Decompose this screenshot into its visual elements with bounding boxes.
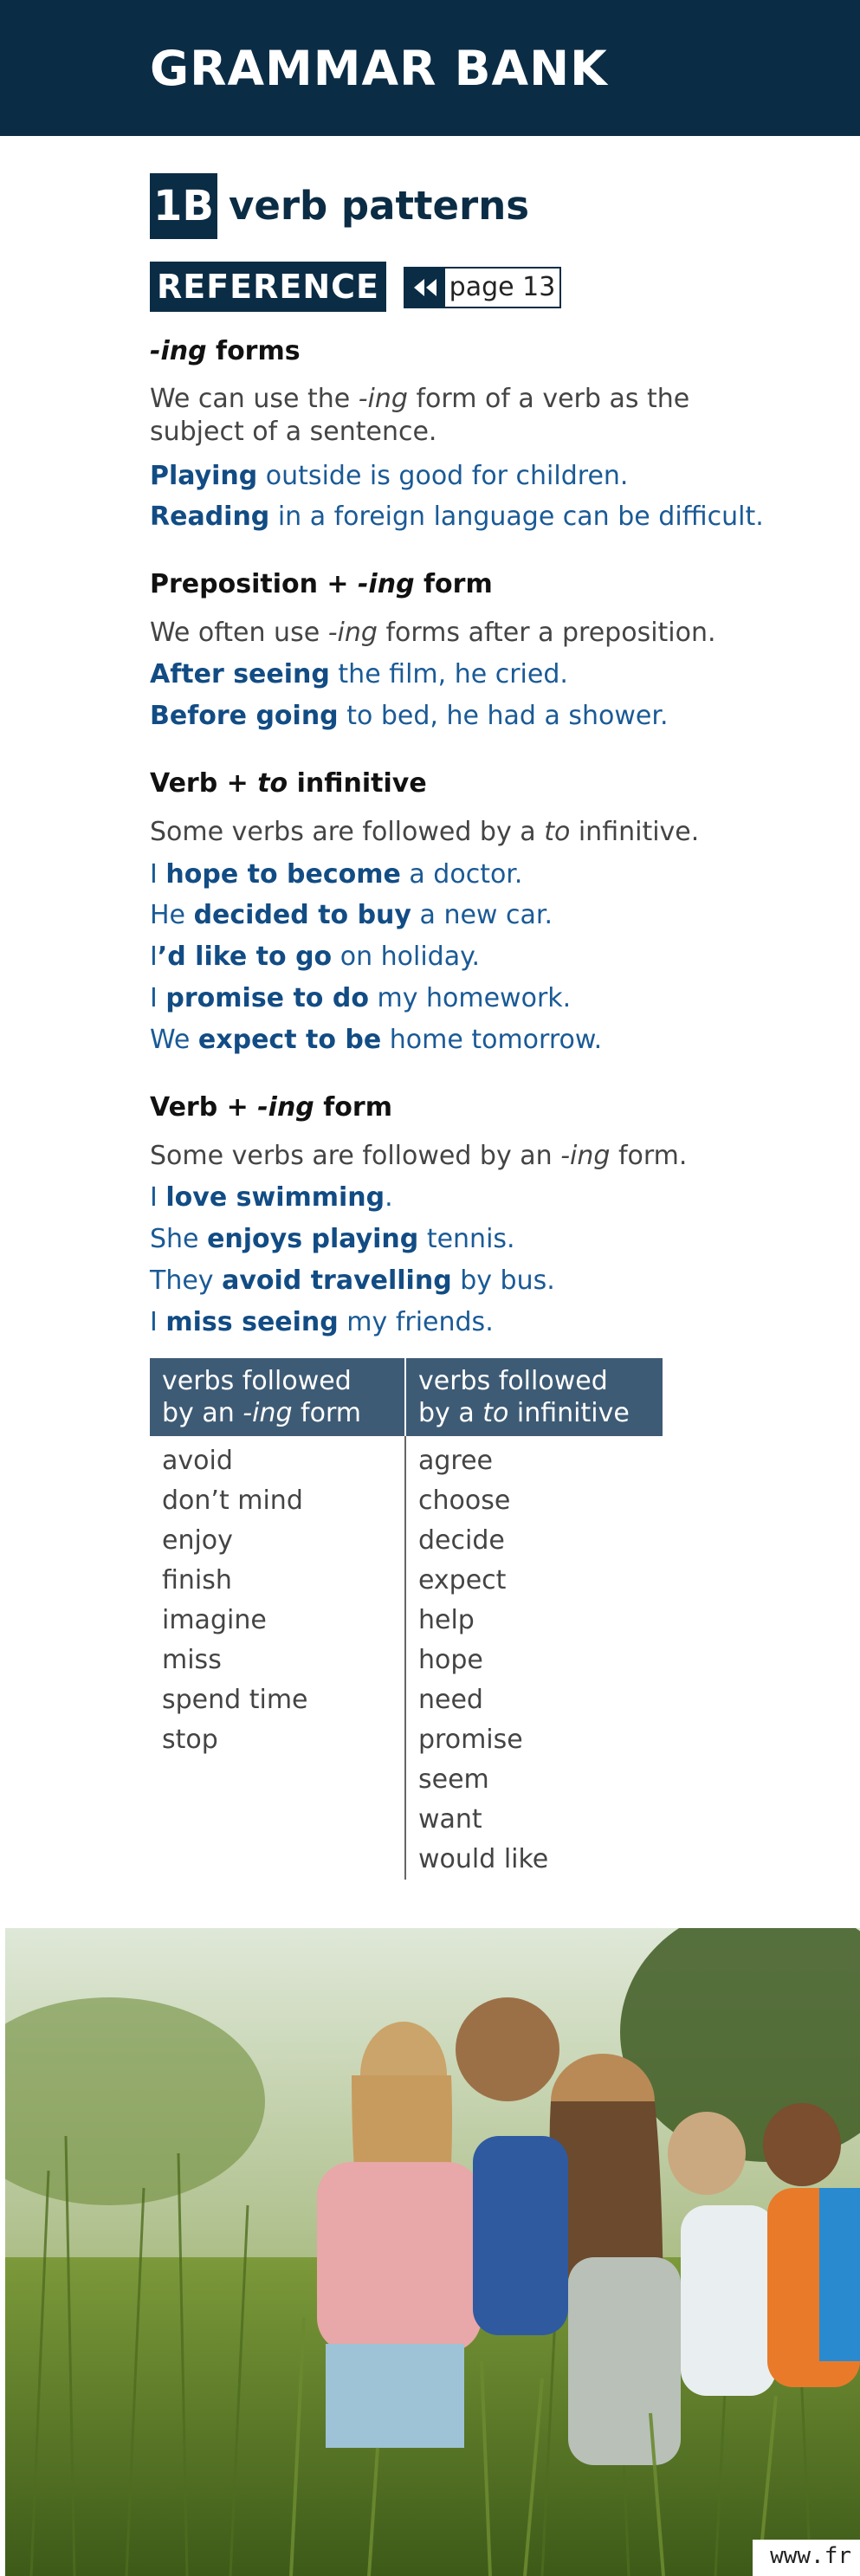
example-sentence: They avoid travelling by bus.: [150, 1265, 555, 1296]
column-ing-verbs: [150, 1436, 406, 1880]
section-heading-preposition-ing: Preposition + -ing form: [150, 569, 493, 599]
table-cell: seem: [418, 1764, 489, 1795]
example-sentence: Before going to bed, he had a shower.: [150, 701, 669, 731]
example-sentence: She enjoys playing tennis.: [150, 1224, 515, 1254]
table-cell: hope: [418, 1645, 483, 1675]
table-cell: don’t mind: [162, 1485, 303, 1516]
table-cell: stop: [162, 1725, 218, 1755]
table-cell: decide: [418, 1525, 505, 1556]
section-heading-verb-ing-form: Verb + -ing form: [150, 1092, 392, 1123]
column-header-to-infinitive: verbs followed by a to infinitive: [418, 1366, 630, 1428]
page-header: [0, 0, 860, 136]
example-sentence: I love swimming.: [150, 1182, 393, 1213]
table-body: [150, 1436, 663, 1880]
rewind-icon: [405, 269, 445, 307]
table-cell: choose: [418, 1485, 511, 1516]
table-cell: want: [418, 1804, 482, 1835]
example-sentence: He decided to buy a new car.: [150, 900, 553, 930]
example-sentence: I miss seeing my friends.: [150, 1307, 494, 1337]
section-intro: Some verbs are followed by a to infinitive.: [150, 817, 700, 847]
meadow-illustration: [5, 1928, 860, 2576]
table-header: [150, 1358, 663, 1436]
example-sentence: We expect to be home tomorrow.: [150, 1025, 603, 1055]
table-cell: enjoy: [162, 1525, 233, 1556]
table-cell: imagine: [162, 1605, 267, 1635]
table-cell: spend time: [162, 1685, 308, 1715]
example-sentence: Playing outside is good for children.: [150, 461, 629, 491]
table-cell: avoid: [162, 1446, 233, 1476]
example-sentence: I promise to do my homework.: [150, 983, 572, 1013]
unit-title: verb patterns: [229, 183, 530, 229]
section-intro: We often use -ing forms after a preposition.: [150, 618, 716, 648]
example-sentence: Reading in a foreign language can be difficult.: [150, 502, 764, 532]
example-sentence: I hope to become a doctor.: [150, 859, 523, 890]
section-intro: We can use the -ing form of a verb as the subject of a sentence.: [150, 384, 690, 447]
watermark: www.fr: [753, 2540, 860, 2576]
reference-badge: REFERENCE: [150, 262, 386, 312]
example-sentence: I’d like to go on holiday.: [150, 942, 481, 972]
table-cell: miss: [162, 1645, 222, 1675]
column-to-infinitive-verbs: [404, 1436, 661, 1880]
table-cell: agree: [418, 1446, 494, 1476]
table-cell: would like: [418, 1844, 549, 1874]
section-heading-ing-forms: -ing forms: [150, 336, 301, 366]
table-cell: help: [418, 1605, 475, 1635]
unit-code-badge: 1B: [150, 173, 217, 239]
table-cell: expect: [418, 1565, 507, 1595]
page-reference-label: page 13: [449, 272, 556, 302]
photo-children-in-meadow: [5, 1928, 860, 2576]
table-cell: need: [418, 1685, 483, 1715]
section-heading-verb-to-infinitive: Verb + to infinitive: [150, 768, 427, 799]
example-sentence: After seeing the film, he cried.: [150, 659, 568, 689]
page-title: GRAMMAR BANK: [150, 41, 608, 96]
verb-patterns-table: [150, 1358, 663, 1880]
table-cell: finish: [162, 1565, 232, 1595]
section-intro: Some verbs are followed by an -ing form.: [150, 1141, 688, 1171]
column-header-ing: verbs followed by an -ing form: [150, 1358, 406, 1436]
table-cell: promise: [418, 1725, 523, 1755]
page-reference-link[interactable]: [404, 267, 561, 308]
